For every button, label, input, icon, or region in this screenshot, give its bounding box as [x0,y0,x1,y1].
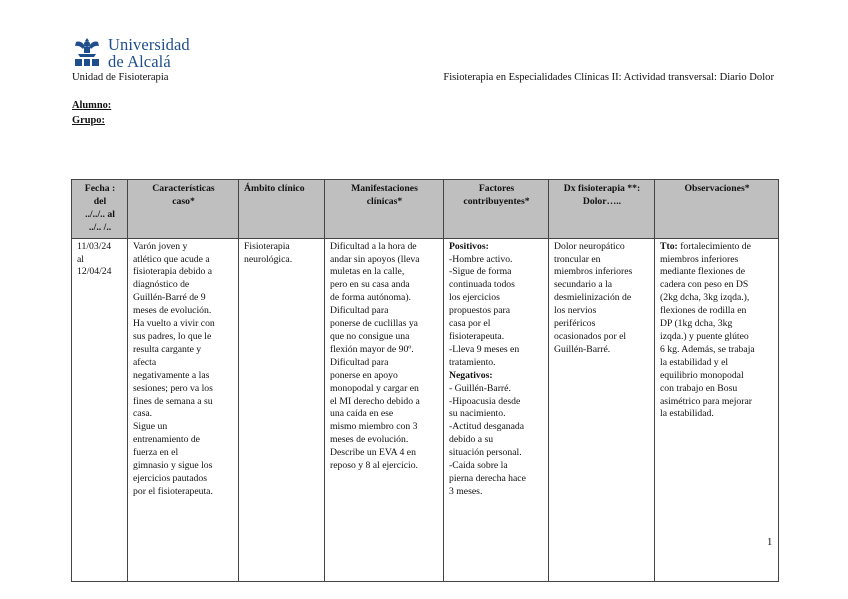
text-line: resulta cargante y [133,343,202,355]
cell-fecha [72,238,128,581]
cell-caracteristicas [128,238,239,581]
text-line: Describe un EVA 4 en [330,447,416,459]
cell-dx [549,238,655,581]
text-line: pierna derecha hace [449,472,526,484]
text-line: la estabilidad. [660,408,714,420]
text-line: los nervios [554,305,597,317]
text-line: entrenamiento de [133,434,200,446]
text-line: (2kg dcha, 3kg izqda.), [660,292,750,304]
cell-factores [444,238,549,581]
text-line: ponerse de cuclillas ya [330,318,418,330]
course-title: Fisioterapia en Especialidades Clínicas II: Actividad transversal: Diario Dolor [443,72,774,83]
header-dx: Dx fisioterapia **: Dolor….. [549,180,655,239]
text-line: fisioterapeuta. [449,330,505,342]
cell-manifestaciones [325,238,444,581]
text-line: Dificultad para [330,356,389,368]
text-line: sus padres, lo que le [133,330,212,342]
text-line: - Guillén-Barré. [449,382,511,394]
text-line: su nacimiento. [449,408,506,420]
text-line: mediante flexiones de [660,266,746,278]
text-line: reposo y 8 al ejercicio. [330,460,418,472]
header-fecha: Fecha : del ../../.. al ../.. /.. [72,180,128,239]
header-ambito: Ámbito clínico [239,180,325,239]
text-line: gimnasio y sigue los [133,460,213,472]
text-line: 6 kg. Además, se trabaja [660,343,755,355]
text-line: sesiones; pero va los [133,382,213,394]
text-line: -Hombre activo. [449,253,513,265]
text-line: 11/03/24 [77,240,112,252]
text-line: -Caída sobre la [449,460,508,472]
text-line: 12/04/24 [77,266,112,278]
text-line: casa. [133,408,153,420]
text-line: meses de evolución. [133,305,212,317]
unit-name: Unidad de Fisioterapia [72,72,169,83]
text-line: miembros inferiores [554,266,633,278]
cell-observaciones: Tto: fortalecimiento de miembros inferiores mediante flexiones de cadera con peso en DS (2kg dcha, 3kg izqda.), flexiones de rodilla en DP (1kg dcha, 3kg izqda.) y puente glúteo 6 kg. Además, se trabaja la estabilidad y el equilibrio monopodal con trabajo en Bosu asimétrico para mejorar la estabilidad. [655,238,779,581]
text-line: que no consigue una [330,330,410,342]
university-logo [72,36,202,74]
factores-negativos-label: Negativos: [449,369,493,381]
text-line: desmielinización de [554,292,632,304]
text-line: -Hipoacusia desde [449,395,521,407]
text-line: muletas en la calle, [330,266,405,278]
text-line: DP (1kg dcha, 3kg [660,318,733,330]
text-line: equilibrio monopodal [660,369,744,381]
text-line: flexión mayor de 90º. [330,343,414,355]
text-line: el MI derecho debido a [330,395,420,407]
text-line: flexiones de rodilla en [660,305,747,317]
text-line: periféricos [554,318,596,330]
tto-label: Tto: [660,240,678,252]
group-field-label: Grupo: [72,115,105,126]
text-line: fines de semana a su [133,395,213,407]
text-line: de forma autónoma). [330,292,411,304]
text-line: troncular en [554,253,601,265]
text-line: Dificultad para [330,305,389,317]
text-line: tratamiento. [449,356,496,368]
header-factores: Factores contribuyentes* [444,180,549,239]
text-line: atlético que acude a [133,253,210,265]
text-line: cadera con peso en DS [660,279,749,291]
text-line: ponerse en apoyo [330,369,398,381]
text-line: -Sigue de forma [449,266,512,278]
table-header-row [72,180,779,239]
university-crest-icon [72,36,102,68]
text-line: monopodal y cargar en [330,382,419,394]
factores-positivos-label: Positivos: [449,240,489,252]
table-row [72,238,779,581]
text-line: Dificultad a la hora de [330,240,417,252]
text-line: fisioterapia debido a [133,266,213,278]
text-line: diagnóstico de [133,279,190,291]
text-line: andar sin apoyos (lleva [330,253,420,265]
text-line: propuestos para [449,305,511,317]
text-line: Dolor neuropático [554,240,625,252]
text-line: neurológica. [244,253,293,265]
header-manifestaciones: Manifestaciones clínicas* [325,180,444,239]
page-number: 1 [767,537,773,548]
text-line: asimétrico para mejorar [660,395,752,407]
text-line: Varón joven y [133,240,188,252]
text-line: -Actitud desganada [449,421,525,433]
text-line: ocasionados por el [554,330,627,342]
text-line: secundario a la [554,279,613,291]
text-line: situación personal. [449,447,522,459]
text-line: continuada todos [449,279,515,291]
student-field-label: Alumno: [72,100,112,111]
text-line: Sigue un [133,421,168,433]
logo-line-2: de Alcalá [108,52,171,71]
text-line: meses de evolución. [330,434,409,446]
text-line: al [77,253,84,265]
text-line: pero en su casa anda [330,279,410,291]
text-line: negativamente a las [133,369,210,381]
text-line: izqda.) y puente glúteo [660,330,749,342]
text-line: afecta [133,356,157,368]
text-line: casa por el [449,318,491,330]
text-line: por el fisioterapeuta. [133,485,213,497]
text-line: los ejercicios [449,292,500,304]
text-line: la estabilidad y el [660,356,729,368]
text-line: con trabajo en Bosu [660,382,738,394]
text-line: 3 meses. [449,485,483,497]
text-line: Fisioterapia [244,240,290,252]
text-line: debido a su [449,434,494,446]
text-line: Guillén-Barré de 9 [133,292,206,304]
cell-ambito [239,238,325,581]
text-line: Guillén-Barré. [554,343,611,355]
text-line: fuerza en el [133,447,179,459]
text-line: miembros inferiores [660,253,739,265]
text-line: -Lleva 9 meses en [449,343,520,355]
pain-diary-table [71,179,779,582]
text-line: una caída en ese [330,408,394,420]
logo-line-1: Universidad [108,35,190,54]
header-caracteristicas: Características caso* [128,180,239,239]
text-line: ejercicios pautados [133,472,207,484]
text-line: mismo miembro con 3 [330,421,418,433]
header-observaciones: Observaciones* [655,180,779,239]
text-line: Ha vuelto a vivir con [133,318,215,330]
